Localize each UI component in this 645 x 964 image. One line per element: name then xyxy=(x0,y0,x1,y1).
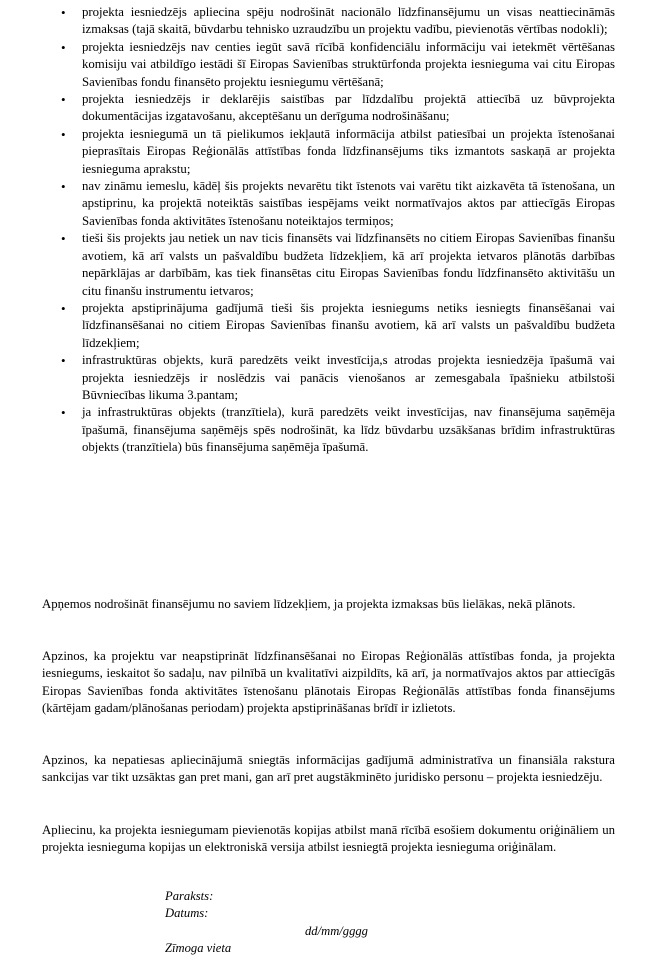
declaration-list xyxy=(0,4,645,457)
list-item: • ja infrastruktūras objekts (tranzītiela), kurā paredzēts veikt investīcijas, nav finansējuma saņēmēja īpašumā, finansējuma saņēmējs spēs nodrošināt, ka līdz būvdarbu uzsākšanas brīdim infrastruktūras objekts (tranzītiela) būs finansējuma saņēmēja īpašumā. xyxy=(0,404,645,456)
list-item: • projekta iesniegumā un tā pielikumos iekļautā informācija atbilst patiesībai un projekta īstenošanai pieprasītais Eiropas Reģionālās attīstības fonda līdzfinansējums tiks izmantots saskaņā ar projekta iesnieguma aprakstu; xyxy=(0,126,645,178)
signature-label: Paraksts: xyxy=(165,889,214,903)
list-item: • projekta iesniedzējs apliecina spēju nodrošināt nacionālo līdzfinansējumu un visas neattiecināmās izmaksas (tajā skaitā, būvdarbu tehnisko uzraudzību un projektu vadību, pievienotās vērtības nodokli); xyxy=(0,4,645,39)
signature-row xyxy=(0,888,645,905)
statement-sanctions: Apzinos, ka nepatiesas apliecinājumā sniegtās informācijas gadījumā administratīva un finansiāla rakstura sankcijas var tikt uzsāktas gan pret mani, gan arī pret augstākminēto juridisko personu – projekta iesniedzēju. xyxy=(42,753,615,785)
statement-copies: Apliecinu, ka projekta iesniegumam pievienotās kopijas atbilst manā rīcībā esošiem dokumentu oriģināliem un projekta iesnieguma kopijas un elektroniskā versija atbilst iesniegtā projekta iesnieguma oriģinālam. xyxy=(42,823,615,855)
statement-undertaking: Apņemos nodrošināt finansējumu no saviem līdzekļiem, ja projekta izmaksas būs lielākas, nekā plānots. xyxy=(42,597,576,611)
statement-awareness: Apzinos, ka projektu var neapstiprināt līdzfinansēšanai no Eiropas Reģionālās attīstības fonda, ja projekta iesniegums, ieskaitot šo sadaļu, nav pilnībā un kvalitatīvi aizpildīts, kā arī, ja normatīvajos aktos par attiecīgās Eiropas Savienības fonda aktivitātes īstenošanu plānotais Eiropas Reģionālās attīstības fonda finansējums (kārtējam gadam/plānošanas periodam) projekta apstiprināšanas brīdī ir izlietots. xyxy=(42,649,615,716)
list-item: • projekta apstiprinājuma gadījumā tieši šis projekta iesniegums netiks iesniegts finansēšanai vai līdzfinansēšanai no citiem Eiropas Savienības finanšu avotiem, kā arī valsts un pašvaldību budžeta līdzekļiem; xyxy=(0,300,645,352)
list-item: • tieši šis projekts jau netiek un nav ticis finansēts vai līdzfinansēts no citiem Eiropas Savienības finanšu avotiem, kā arī valsts un pašvaldību budžeta līdzekļiem, kā arī projekta ietvaros plānotās darbības nepārklājas ar darbībām, kas tiek finansētas citu Eiropas Savienības fondu līdzfinansēto aktivitāšu un citu finanšu instrumentu ietvaros; xyxy=(0,230,645,300)
list-item: • nav zināmu iemeslu, kādēļ šis projekts nevarētu tikt īstenots vai varētu tikt aizkavēta tā īstenošana, un apstiprinu, ka projektā noteiktās saistības iespējams veikt normatīvajos aktos par attiecīgās Eiropas Savienības fonda aktivitātes īstenošanu noteiktajos termiņos; xyxy=(0,178,645,230)
stamp-place-label: Zīmoga vieta xyxy=(165,941,232,956)
date-format-row xyxy=(0,923,645,940)
list-item: • projekta iesniedzējs nav centies iegūt savā rīcībā konfidenciālu informāciju vai ietekmēt vērtēšanas komisiju vai atbildīgo iestādi šī Eiropas Savienības struktūrfonda projekta iesnieguma vai citu Eiropas Savienības fondu finansēto projektu iesniegumu vērtēšanā; xyxy=(0,39,645,91)
date-label: Datums: xyxy=(165,906,209,921)
date-format-placeholder: dd/mm/gggg xyxy=(305,923,368,938)
stamp-row xyxy=(0,940,645,957)
date-row xyxy=(0,905,645,922)
signature-block xyxy=(0,888,645,958)
list-item: • infrastruktūras objekts, kurā paredzēts veikt investīcija,s atrodas projekta iesniedzēja īpašumā vai projekta iesniedzējs ir noslēdzis vai panācis vienošanos ar zemesgabala īpašnieku atbilstoši Būvniecības likuma 3.pantam; xyxy=(0,352,645,404)
list-item: • projekta iesniedzējs ir deklarējis saistības par līdzdalību projektā attiecībā uz būvprojekta dokumentācijas izgatavošanu, akceptēšanu un derīguma nodrošināšanu; xyxy=(0,91,645,126)
